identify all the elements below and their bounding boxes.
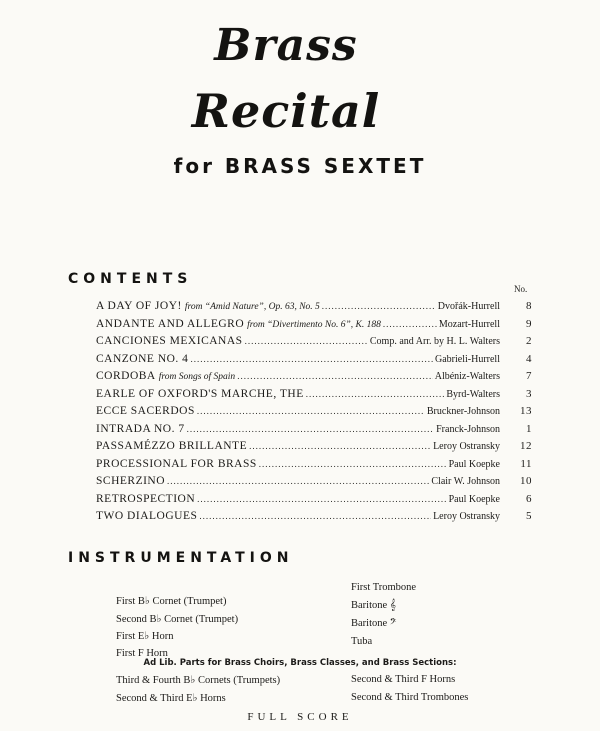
contents-row [96, 405, 536, 423]
piece-arranger: Franck-Johnson [436, 423, 500, 435]
piece-title: PROCESSIONAL FOR BRASS [96, 457, 257, 470]
piece-arranger: Gabrieli-Hurrell [435, 353, 500, 365]
piece-title: RETROSPECTION [96, 492, 196, 505]
piece-arranger: Paul Koepke [448, 458, 500, 470]
piece-number: 13 [520, 405, 532, 417]
contents-row [96, 300, 536, 318]
piece-title: INTRADA NO. 7 [96, 422, 185, 435]
piece-arranger: Mozart-Hurrell [438, 318, 500, 330]
leader-dots [306, 389, 445, 399]
piece-title: ECCE SACERDOS [96, 405, 195, 417]
contents-row [96, 318, 536, 336]
piece-arranger: Paul Koepke [448, 493, 500, 505]
instrument-item: First E♭ Horn [116, 631, 174, 642]
leader-dots [322, 301, 436, 311]
piece-title: PASSAMÉZZO BRILLANTE [96, 440, 248, 452]
piece-number: 1 [526, 422, 532, 435]
leader-dots [190, 354, 433, 364]
piece-title: EARLE OF OXFORD'S MARCHE, THE [96, 387, 304, 400]
piece-number: 3 [526, 387, 532, 400]
contents-row [96, 388, 536, 406]
piece-number: 11 [520, 457, 532, 470]
instrument-item: Second B♭ Cornet (Trumpet) [116, 613, 239, 625]
contents-row [96, 475, 536, 493]
piece-arranger: Dvořák-Hurrell [437, 301, 500, 312]
adlib-item: Third & Fourth B♭ Cornets (Trumpets) [116, 675, 281, 686]
contents-list [96, 300, 536, 528]
piece-arranger: Bruckner-Johnson [426, 406, 500, 417]
piece-arranger: Comp. and Arr. by H. L. Walters [369, 336, 500, 347]
title-line-1: Brass [214, 20, 358, 71]
piece-number: 4 [526, 352, 532, 365]
piece-number: 10 [520, 475, 532, 487]
adlib-list-right [351, 674, 468, 709]
adlib-heading: Ad Lib. Parts for Brass Choirs, Brass Classes, and Brass Sections: [143, 658, 457, 668]
instrument-item: Baritone 𝄞 [351, 600, 396, 611]
contents-row [96, 423, 536, 441]
leader-dots [245, 336, 368, 346]
piece-source: from “Amid Nature”, Op. 63, No. 5 [184, 302, 320, 312]
instrument-list-left [116, 595, 238, 665]
piece-arranger: Byrd-Walters [446, 388, 500, 400]
contents-row [96, 335, 536, 353]
number-column-label: No. [514, 284, 528, 294]
subtitle: for BRASS SEXTET [173, 154, 427, 178]
contents-row [96, 440, 536, 458]
leader-dots [249, 441, 431, 451]
piece-arranger: Leroy Ostransky [433, 441, 500, 452]
piece-number: 9 [526, 317, 532, 330]
adlib-list-left [116, 674, 280, 709]
piece-title: CANZONE NO. 4 [96, 352, 189, 365]
adlib-item: Second & Third E♭ Horns [116, 692, 226, 704]
piece-number: 6 [526, 492, 532, 505]
piece-number: 7 [526, 370, 532, 382]
instrument-item: Tuba [351, 636, 373, 647]
leader-dots [187, 424, 435, 434]
piece-title: A DAY OF JOY! [96, 300, 182, 312]
piece-title: TWO DIALOGUES [96, 510, 198, 522]
leader-dots [199, 511, 431, 521]
full-score-label: FULL SCORE [247, 711, 353, 723]
leader-dots [237, 371, 433, 381]
contents-row [96, 370, 536, 388]
instrument-list-right [351, 582, 416, 654]
contents-row [96, 493, 536, 511]
piece-number: 2 [526, 335, 532, 347]
piece-title: CANCIONES MEXICANAS [96, 335, 243, 347]
piece-number: 12 [520, 440, 532, 452]
piece-source: from “Divertimento No. 6”, K. 188 [247, 319, 381, 330]
leader-dots [197, 406, 425, 416]
leader-dots [259, 459, 447, 469]
piece-source: from Songs of Spain [158, 372, 236, 382]
leader-dots [197, 494, 446, 504]
contents-heading: CONTENTS [68, 271, 193, 287]
contents-row [96, 458, 536, 476]
title-line-2: Recital [191, 84, 381, 138]
instrument-item: First B♭ Cornet (Trumpet) [116, 596, 227, 607]
instrument-item: Baritone 𝄢 [351, 618, 397, 629]
contents-row [96, 353, 536, 371]
adlib-item: Second & Third Trombones [351, 691, 469, 703]
instrumentation-heading: INSTRUMENTATION [68, 550, 294, 566]
contents-row [96, 510, 536, 528]
instrument-item: First Trombone [351, 582, 417, 593]
piece-number: 5 [526, 510, 532, 522]
piece-title: ANDANTE AND ALLEGRO [96, 317, 245, 330]
instrument-item: First F Horn [116, 647, 168, 659]
piece-arranger: Clair W. Johnson [431, 476, 500, 487]
leader-dots [167, 476, 429, 486]
adlib-item: Second & Third F Horns [351, 674, 456, 685]
piece-number: 8 [526, 300, 532, 312]
piece-title: CORDOBA [96, 370, 156, 382]
piece-title: SCHERZINO [96, 475, 166, 487]
leader-dots [383, 319, 437, 329]
piece-arranger: Leroy Ostransky [433, 511, 500, 522]
piece-arranger: Albéniz-Walters [434, 371, 500, 382]
